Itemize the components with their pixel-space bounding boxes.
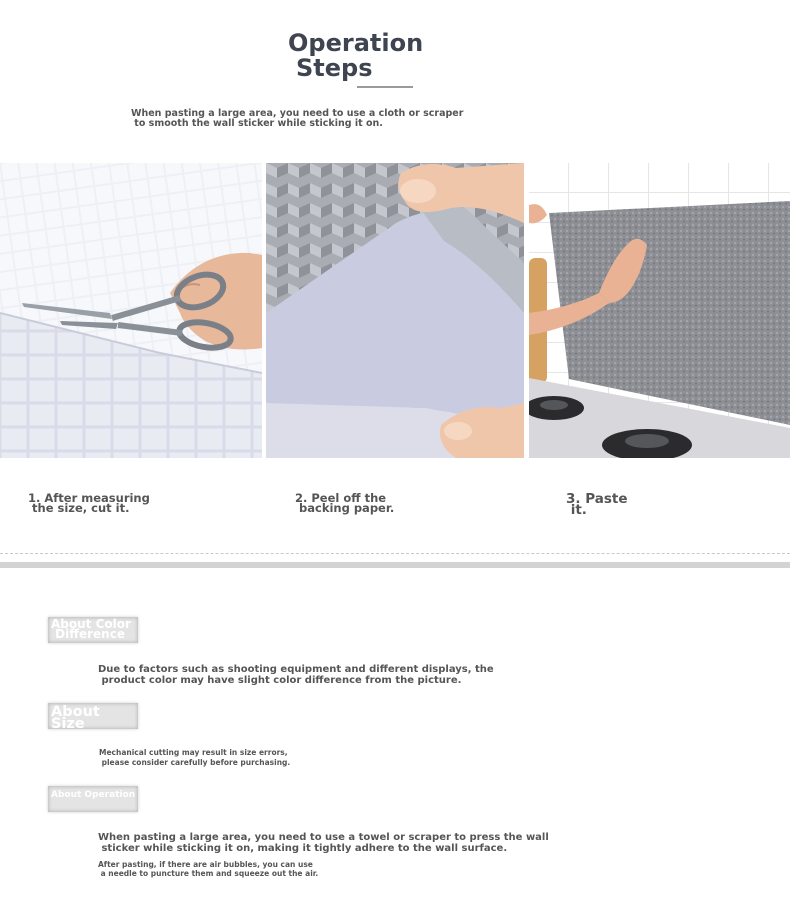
about-operation-text: When pasting a large area, you need to use a towel or scraper to press the wall sticker while sticking it on, making it tightly adhere to the wall surface. <box>98 832 549 854</box>
step-1-label: 1. After measuring the size, cut it. <box>28 491 150 515</box>
section-divider-band <box>0 562 790 568</box>
about-color-tag: About Color Difference <box>48 617 138 643</box>
about-size-text: Mechanical cutting may result in size errors, please consider carefully before purchasing. <box>99 748 291 767</box>
step-3-photo <box>529 163 790 458</box>
title-underline <box>357 86 413 88</box>
step-2-label: 2. Peel off the backing paper. <box>295 491 395 515</box>
page-title <box>288 31 423 81</box>
title-line-2: Steps <box>296 54 373 82</box>
step-1-photo <box>0 163 262 458</box>
section-divider-dashed <box>0 553 790 554</box>
title-line-1: Operation <box>288 29 424 57</box>
about-operation-subtext: After pasting, if there are air bubbles, you can use a needle to puncture them and squeeze out the air. <box>98 860 319 878</box>
about-color-text: Due to factors such as shooting equipment and different displays, the product color may have slight color difference from the picture. <box>98 664 494 686</box>
step-3-label: 3. Paste it. <box>566 491 628 518</box>
about-size-tag: About Size <box>48 703 138 729</box>
intro-text: When pasting a large area, you need to use a cloth or scraper to smooth the wall sticker while sticking it on. <box>131 108 464 129</box>
step-2-photo <box>266 163 524 458</box>
about-operation-tag: About Operation <box>48 786 138 812</box>
